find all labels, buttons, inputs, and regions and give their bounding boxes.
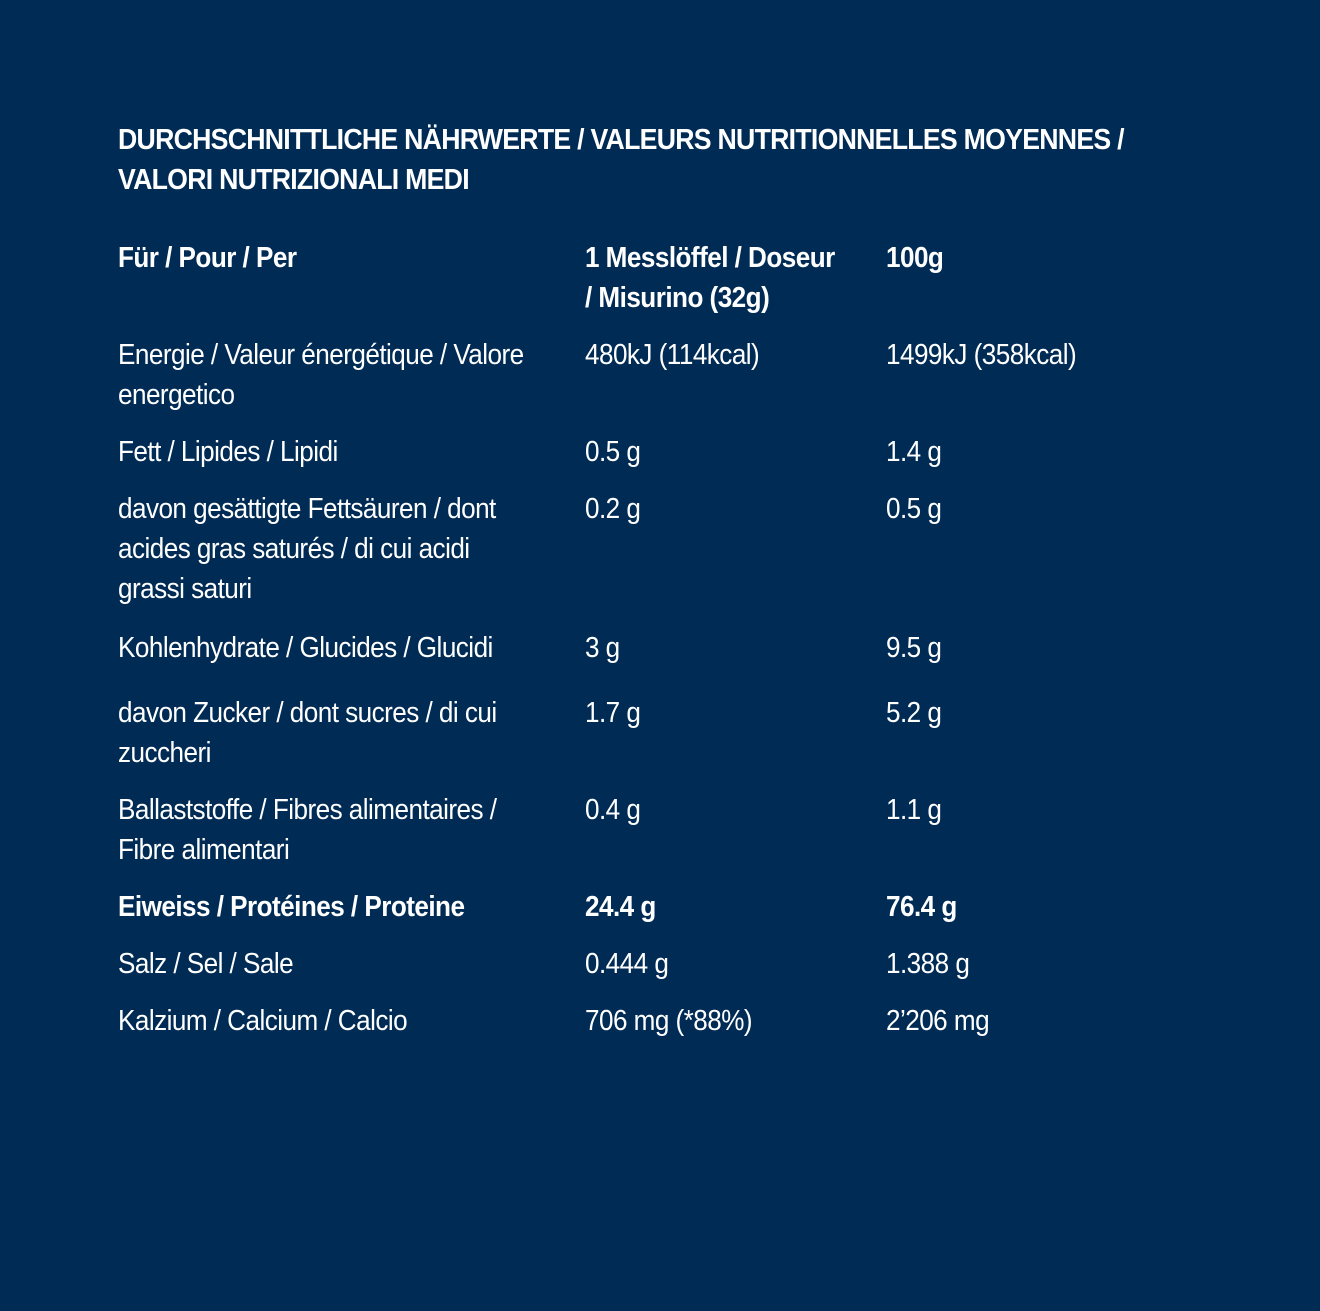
row-label: Ballaststoffe / Fibres alimentaires / Fibre alimentari <box>118 794 497 866</box>
row-label: Fett / Lipides / Lipidi <box>118 436 338 468</box>
row-value-100g: 2’206 mg <box>886 1005 990 1037</box>
row-value-100g: 5.2 g <box>886 697 942 729</box>
row-value-serving: 24.4 g <box>585 891 656 923</box>
table-row <box>118 790 1208 887</box>
table-row <box>118 335 1208 432</box>
row-value-100g: 1.388 g <box>886 948 970 980</box>
table-row <box>118 432 1208 489</box>
row-value-serving: 706 mg (*88%) <box>585 1005 753 1037</box>
row-value-100g: 1.4 g <box>886 436 942 468</box>
header-serving-line-1: 1 Messlöffel / Doseur <box>585 242 835 274</box>
table-row <box>118 944 1208 1001</box>
title-line-2: VALORI NUTRIZIONALI MEDI <box>118 164 469 196</box>
row-value-serving: 1.7 g <box>585 697 641 729</box>
row-label: Kohlenhydrate / Glucides / Glucidi <box>118 632 493 664</box>
header-row <box>118 238 1208 335</box>
header-100g: 100g <box>886 242 944 274</box>
table-row <box>118 489 1208 628</box>
row-value-serving: 0.4 g <box>585 794 641 826</box>
nutrition-panel <box>118 120 1208 1058</box>
row-label: Salz / Sel / Sale <box>118 948 294 980</box>
row-value-serving: 0.5 g <box>585 436 641 468</box>
row-label: Eiweiss / Protéines / Proteine <box>118 891 465 923</box>
header-label: Für / Pour / Per <box>118 242 297 274</box>
table-title <box>118 120 1158 200</box>
row-value-100g: 1499kJ (358kcal) <box>886 339 1077 371</box>
row-label: Kalzium / Calcium / Calcio <box>118 1005 408 1037</box>
row-value-serving: 0.2 g <box>585 493 641 525</box>
row-value-100g: 1.1 g <box>886 794 942 826</box>
row-value-100g: 0.5 g <box>886 493 942 525</box>
header-serving-line-2: / Misurino (32g) <box>585 282 770 314</box>
header-serving <box>585 238 886 335</box>
table-row <box>118 693 1208 790</box>
table-row <box>118 1001 1208 1058</box>
table-row <box>118 887 1208 944</box>
row-value-serving: 3 g <box>585 632 620 664</box>
row-value-100g: 76.4 g <box>886 891 957 923</box>
row-value-100g: 9.5 g <box>886 632 942 664</box>
row-value-serving: 480kJ (114kcal) <box>585 339 760 371</box>
title-line-1: DURCHSCHNITTLICHE NÄHRWERTE / VALEURS NUTRITIONNELLES MOYENNES / <box>118 124 1124 156</box>
nutrition-table <box>118 238 1208 1058</box>
row-label: Energie / Valeur énergétique / Valore energetico <box>118 339 524 411</box>
row-value-serving: 0.444 g <box>585 948 669 980</box>
row-label: davon Zucker / dont sucres / di cui zuccheri <box>118 697 497 769</box>
row-label: davon gesättigte Fettsäuren / dont acides gras saturés / di cui acidi grassi saturi <box>118 493 496 605</box>
table-row <box>118 628 1208 693</box>
